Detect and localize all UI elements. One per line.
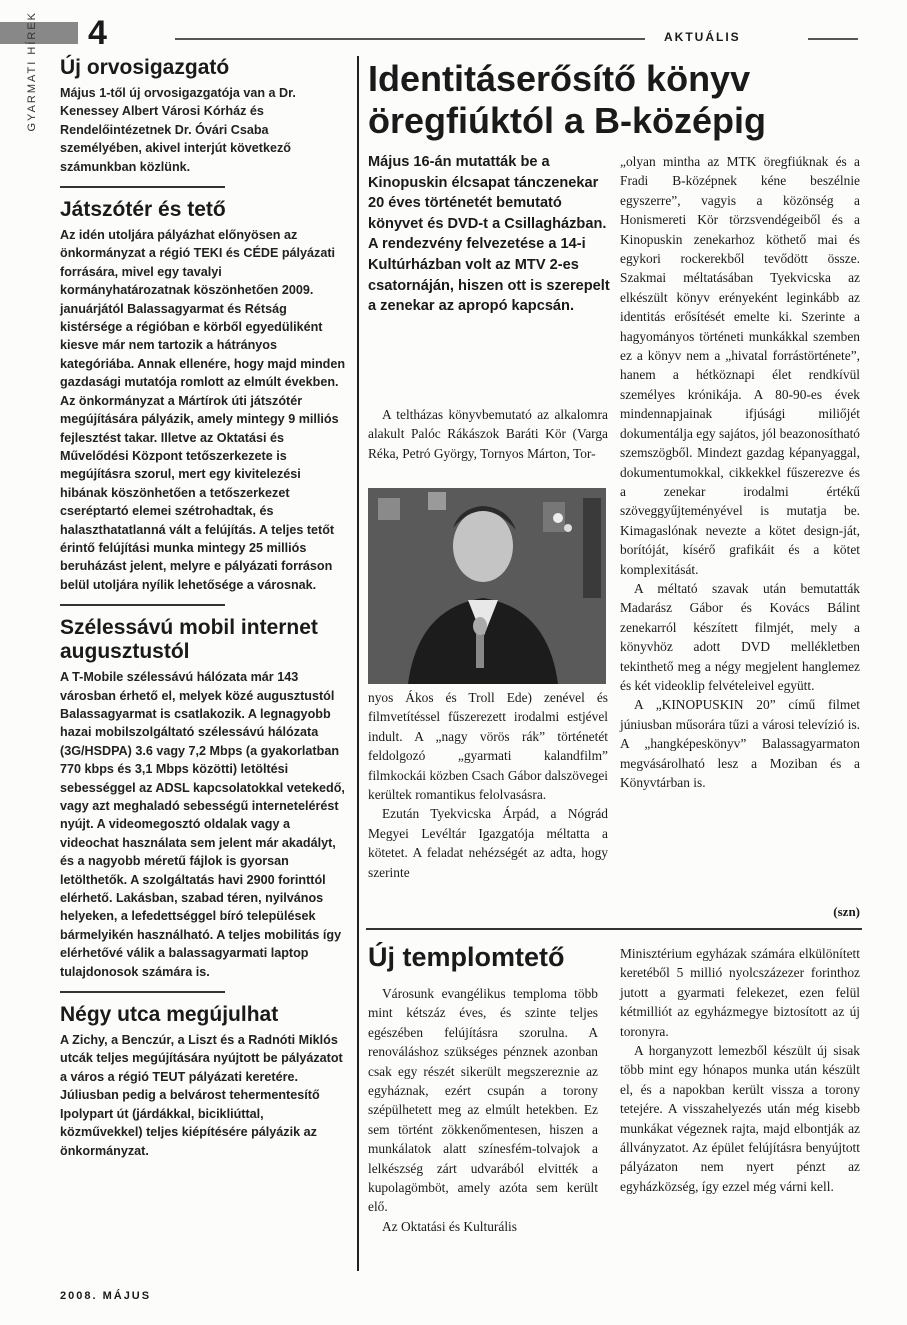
- article-paragraph: „olyan mintha az MTK öregfiúknak és a Fradi B-középnek kéne beszélnie egyszerre”, vagyis a közönség a Honismereti Kör törzsvendégeiből és a Kinopuskin zenekarhoz köthető mai és egykori rockerekből tevődött össze. Szakmai méltatásában Tyekvicska az elkészült könyv erényeként leginkább az identitás erősítését emelte ki. Szerinte a hagyományos történeti munkákkal szemben ez a könyv nem a „hivatal forrástörténete”, hanem a hétköznapi élet rendkívül személyes krónikája. A 80-90-es évek mindennapjainak ifjúsági miliőjét dokumentálja egy sajátos, jól beazonosítható szemszögből. Mindezt gazdag képanyaggal, dokumentumokkal, cikkekkel fűszerezve és a zenekar irodalmi értékű szöveggyűjteményével is mutatja be. Kimagaslónak nevezte a kötet design-ját, borítóját, kísérő grafikáit és a kötet komplexitását.: [620, 154, 860, 577]
- article-title: Identitáserősítő könyv öregfiúktól a B-középig: [368, 58, 767, 141]
- news-title: Új orvosigazgató: [60, 56, 230, 79]
- article-paragraph: A horganyzott lemezből készült új sisak több mint egy hónapos munka után készült el, és a napokban került vissza a torony tetejére. A visszahelyezés után még kisebb munkákat végeznek rajta, majd elbontják az állványzatot. Az épület felújításra benyújtott pályázaton nem nyert pénzt az egyházközség, így ezzel még várni kell.: [620, 1043, 860, 1194]
- section-label: AKTUÁLIS: [664, 30, 741, 44]
- article-paragraph: Az Oktatási és Kulturális: [382, 1218, 517, 1234]
- article-paragraph: Ezután Tyekvicska Árpád, a Nógrád Megyei Levéltár Igazgatója méltatta a kötetet. A feladat nehézségét az adta, hogy szerinte: [368, 806, 608, 880]
- news-item: [60, 56, 346, 176]
- divider: [60, 991, 225, 993]
- side-tab-label: GYARMATI HÍREK: [26, 11, 38, 132]
- article-paragraph: nyos Ákos és Troll Ede) zenével és filmvetítéssel fűszerezett irodalmi estjével indult. A „nagy vörös rák” történetét feldolgozó „gyarmati kalandfilm” filmkockái közben Csach Gábor dalszövegei kerültek romantikus felolvasásra.: [368, 690, 608, 803]
- article-paragraph: A „KINOPUSKIN 20” című filmet júniusban műsorára tűzi a városi televízió is. A „hangképeskönyv” Balassagyarmaton megvásárolható lesz a Moziban és a Könyvtárban is.: [620, 697, 860, 790]
- side-tab: [22, 11, 42, 520]
- photo-illustration: [368, 488, 606, 684]
- section-divider: [366, 928, 862, 930]
- article-lead: Május 16-án mutatták be a Kinopuskin élcsapat tánczenekar 20 éves történetét bemutató könyvet és DVD-t a Csillagházban. A rendezvény felvezetése a 14-i Kultúrházban volt az MTV 2-es csatornáján, hiszen ott is szerepelt a zenekar az apropó kapcsán.: [368, 154, 610, 315]
- news-body: Május 1-től új orvosigazgatója van a Dr. Kenessey Albert Városi Kórház és Rendelőintézetnek Dr. Óvári Csaba személyében, akivel interjút következő számunkban közlünk.: [60, 86, 296, 174]
- page-footer: 2008. MÁJUS: [60, 1290, 152, 1302]
- article-column-1-top: [368, 405, 608, 463]
- header-bar-block: [0, 22, 78, 44]
- news-item: [60, 616, 346, 981]
- divider: [60, 604, 225, 606]
- article-paragraph: A méltató szavak után bemutatták Madarász Gábor és Kovács Bálint zenekarról készített filmjét, mely a könyvhöz adott DVD mellékletben tekinthető meg a négy megjelent hanglemez és két videoklip felvételeivel együtt.: [620, 580, 860, 693]
- article-signature: (szn): [833, 904, 860, 919]
- article-column-2: [620, 152, 860, 792]
- news-item: [60, 198, 346, 594]
- news-title: Szélessávú mobil internet augusztustól: [60, 616, 318, 664]
- news-body: Az idén utoljára pályázhat előnyösen az önkormányzat a régió TEKI és CÉDE pályázati forrására, mivel egy tavalyi kormányhatározatnak köszönhetően 2009. januárjától Balassagyarmat és Rétság kistérsége a régióban e körből egyedüliként kiesve már nem tartozik a hátrányos kategóriába. Annak ellenére, hogy majd minden gazdasági mutatója romlott az elmúlt években. Az önkormányzat a Mártírok úti játszótér megújítására pályázik, amely mintegy 9 milliós fejlesztést takar. Illetve az Oktatási és Művelődési Központ tetőszerkezete is megújításra szorul, mert egy kivitelezési hibának köszönhetően a tetőszerkezet cseréptartó elemei szétrohadtak, és halaszthatatlanná vált a felújítás. A teljes tetőt érintő felújítási munka mintegy 25 milliós beruházást jelent, melyre e pályázati forráson belül utoljára nyílik lehetősége a városnak.: [60, 228, 346, 592]
- temple-column-2: [620, 944, 860, 1196]
- news-body: A T-Mobile szélessávú hálózata már 143 városban érhető el, melyek közé augusztustól Balassagyarmat is csatlakozik. A legnagyobb hazai mobilszolgáltató szélessávú hálózata (3G/HSDPA) 3.6 vagy 7,2 Mbps (a gyakorlatban 770 kbps és 3,1 Mbps közötti) letöltési sebességgel az ADSL kapcsolatokkal vetekedő, vagy azt meghaladó sebességű internetelérést nyújt. A videomegosztó oldalak vagy a videochat használata sem jelent már akadályt, és a nagyobb méretű fájlok is gyorsan letölthetők. A szolgáltatás havi 2900 forinttól elérhető. Lakásban, szabad téren, nyilvános helyeken, a lefedettséggel bíró települések bármelyikén használható. A teljes mobilitás így elérhetővé válik a balassagyarmati laptop tulajdonosok számára is.: [60, 670, 345, 979]
- article-paragraph: A teltházas könyvbemutató az alkalomra alakult Palóc Rákászok Baráti Kör (Varga Réka, Petró György, Tornyos Márton, Tor-: [368, 407, 608, 461]
- article-column-1-bottom: [368, 688, 608, 882]
- temple-column-1: [368, 984, 598, 1236]
- header-rule-right: [808, 38, 858, 40]
- left-news-column: [60, 56, 346, 1160]
- header-rule: [175, 38, 645, 40]
- news-title: Négy utca megújulhat: [60, 1003, 279, 1027]
- news-item: [60, 1003, 346, 1160]
- article-paragraph: Minisztérium egyházak számára elkülönített keretéből 5 millió nyolcszázezer forinthoz jutott a gyarmati felekezet, ezen felül kétmilliót az egyházmegye biztosított az új toronyra.: [620, 946, 860, 1039]
- page-number: 4: [88, 14, 107, 52]
- article-paragraph: Városunk evangélikus temploma több mint kétszáz éves, és szinte teljes egészében felújításra szorulna. A renováláshoz szükséges pénznek azonban csak egy részét sikerült megszereznie az egyháznak, ezért csupán a torony szépülhetett meg az elmúlt hetekben. Ez sem történt zökkenőmentesen, hiszen a munkálatok alatt színesfém-tolvajok a lelkészség zárt udvarából elvitték a kupolagömböt, amely azóta sem került elő.: [368, 986, 598, 1215]
- article-photo: [368, 488, 606, 684]
- divider: [60, 186, 225, 188]
- column-divider: [357, 56, 359, 1271]
- news-body: A Zichy, a Benczúr, a Liszt és a Radnóti Miklós utcák teljes megújítására nyújtott be pályázatot a város a régió TEUT pályázati keretére. Júliusban pedig a belvárost tehermentesítő Ipolypart út (járdákkal, bicikliúttal, közművekkel) teljes kiépítésére pályázik az önkormányzat.: [60, 1033, 343, 1158]
- temple-article-title: Új templomtető: [368, 942, 565, 972]
- news-title: Játszótér és tető: [60, 198, 226, 222]
